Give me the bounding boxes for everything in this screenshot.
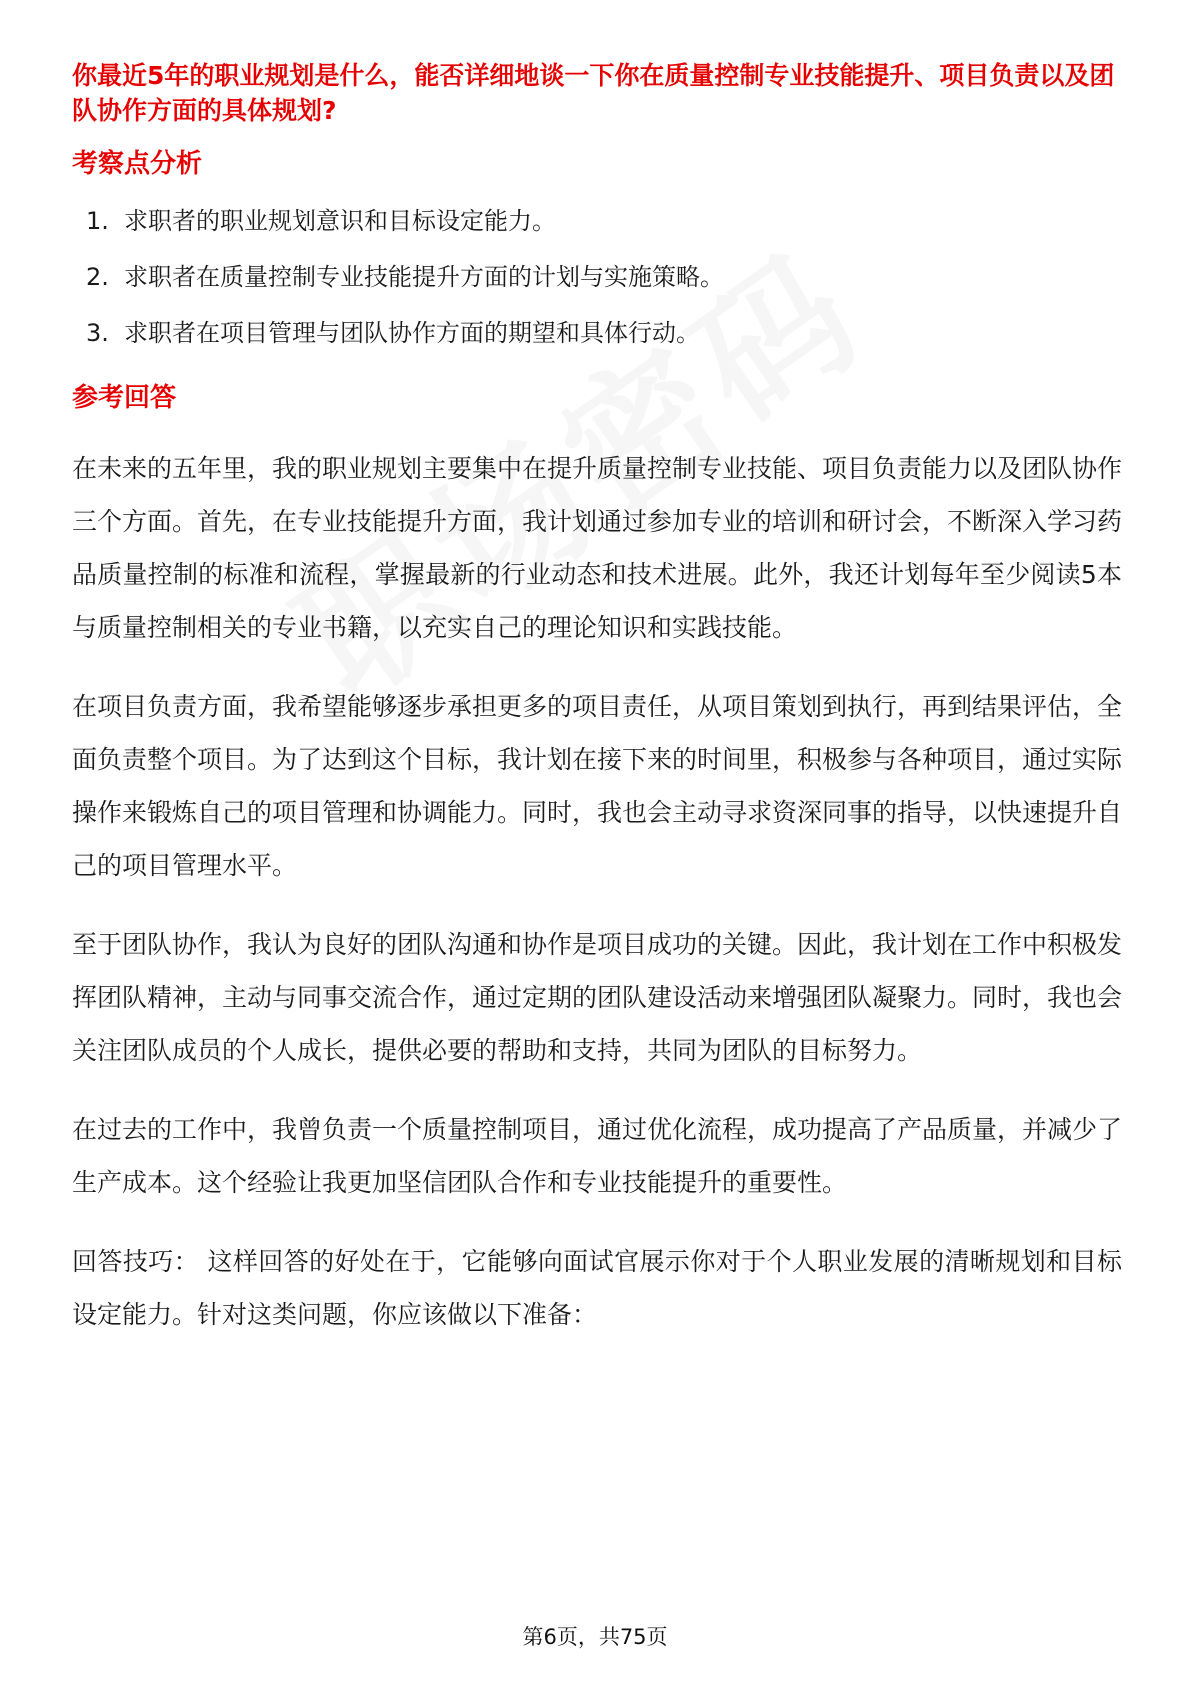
answer-paragraph: 在过去的工作中，我曾负责一个质量控制项目，通过优化流程，成功提高了产品质量，并减少了生产成本。这个经验让我更加坚信团队合作和专业技能提升的重要性。 <box>72 1115 1123 1197</box>
analysis-list <box>72 204 1122 350</box>
list-item-number: 1. <box>86 207 109 235</box>
list-item-number: 3. <box>86 319 109 347</box>
answer-paragraph: 在未来的五年里，我的职业规划主要集中在提升质量控制专业技能、项目负责能力以及团队协作三个方面。首先，在专业技能提升方面，我计划通过参加专业的培训和研讨会，不断深入学习药品质量控制的标准和流程，掌握最新的行业动态和技术进展。此外，我还计划每年至少阅读5本与质量控制相关的专业书籍，以充实自己的理论知识和实践技能。 <box>72 454 1123 642</box>
answer-paragraph: 在项目负责方面，我希望能够逐步承担更多的项目责任，从项目策划到执行，再到结果评估，全面负责整个项目。为了达到这个目标，我计划在接下来的时间里，积极参与各种项目，通过实际操作来锻炼自己的项目管理和协调能力。同时，我也会主动寻求资深同事的指导，以快速提升自己的项目管理水平。 <box>72 692 1123 880</box>
list-item-text: 求职者在质量控制专业技能提升方面的计划与实施策略。 <box>124 263 724 291</box>
list-item <box>72 204 1122 238</box>
interview-question: 你最近5年的职业规划是什么，能否详细地谈一下你在质量控制专业技能提升、项目负责以及团队协作方面的具体规划? <box>72 61 1115 125</box>
answer-tips-paragraph: 回答技巧： 这样回答的好处在于，它能够向面试官展示你对于个人职业发展的清晰规划和目标设定能力。针对这类问题，你应该做以下准备： <box>72 1247 1122 1329</box>
list-item <box>72 260 1122 294</box>
answer-heading: 参考回答 <box>72 383 177 413</box>
page-content <box>72 58 1122 1341</box>
list-item-text: 求职者在项目管理与团队协作方面的期望和具体行动。 <box>124 319 700 347</box>
answer-paragraph: 至于团队协作，我认为良好的团队沟通和协作是项目成功的关键。因此，我计划在工作中积极发挥团队精神，主动与同事交流合作，通过定期的团队建设活动来增强团队凝聚力。同时，我也会关注团队成员的个人成长，提供必要的帮助和支持，共同为团队的目标努力。 <box>72 930 1123 1065</box>
page-number: 第6页，共75页 <box>522 1625 668 1649</box>
analysis-heading: 考察点分析 <box>72 149 203 179</box>
list-item-number: 2. <box>86 263 109 291</box>
list-item-text: 求职者的职业规划意识和目标设定能力。 <box>124 207 556 235</box>
list-item <box>72 316 1122 350</box>
